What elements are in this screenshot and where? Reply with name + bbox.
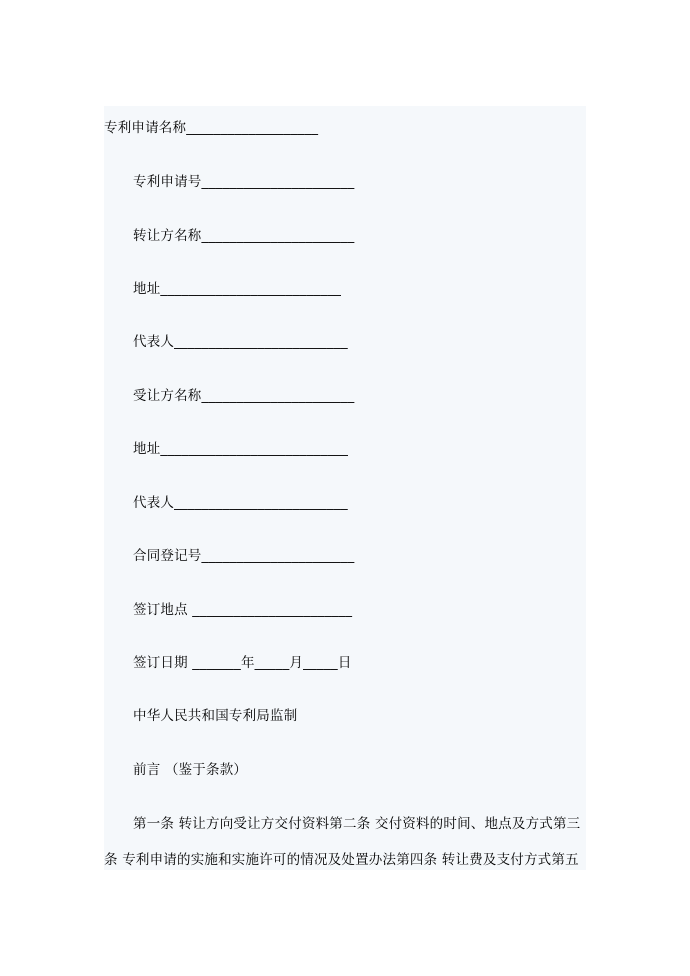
field-blank: ______________________: [201, 174, 355, 190]
field-signing-date: [133, 654, 352, 672]
field-blank: _______________________: [187, 602, 353, 618]
field-label: 代表人: [133, 495, 175, 511]
field-blank: ___________________________: [160, 441, 349, 457]
preface-line: 前言 （鉴于条款）: [133, 762, 248, 778]
field-label: 合同登记号: [133, 548, 202, 564]
field-blank: ______________________: [201, 228, 355, 244]
field-contract-registration-number: [133, 547, 354, 565]
field-blank: _________________________: [174, 334, 348, 350]
field-label: 转让方名称: [133, 228, 202, 244]
field-blank: ______________________: [201, 388, 355, 404]
field-label: 地址: [133, 441, 161, 457]
field-transferor-name: [133, 227, 354, 245]
field-label: 专利申请名称: [104, 120, 187, 136]
field-label: 代表人: [133, 334, 175, 350]
field-patent-application-number: [133, 173, 354, 191]
date-year-unit: 年: [240, 655, 255, 671]
date-label: 签订日期: [133, 655, 193, 671]
field-transferor-address: [133, 280, 341, 298]
date-year-blank: _______: [192, 655, 241, 671]
supervisor-line: 中华人民共和国专利局监制: [133, 708, 298, 724]
date-month-unit: 月: [289, 655, 304, 671]
field-blank: ______________________: [201, 548, 355, 564]
date-day-blank: _____: [303, 655, 338, 671]
field-transferor-representative: [133, 333, 348, 351]
field-transferee-address: [133, 440, 348, 458]
field-patent-application-name: [104, 119, 318, 137]
date-month-blank: _____: [254, 655, 290, 671]
date-day-unit: 日: [337, 655, 352, 671]
field-label: 受让方名称: [133, 388, 202, 404]
field-blank: _________________________: [174, 495, 348, 511]
field-blank: __________________________: [160, 281, 342, 297]
field-signing-place: [133, 601, 352, 619]
body-paragraph-line-1: 第一条 转让方向受让方交付资料第二条 交付资料的时间、地点及方式第三: [133, 816, 581, 832]
text-highlight-area: [104, 106, 586, 870]
field-label: 专利申请号: [133, 174, 202, 190]
field-label: 签订地点: [133, 602, 188, 618]
body-paragraph-line-2: 条 专利申请的实施和实施许可的情况及处置办法第四条 转让费及支付方式第五: [104, 852, 579, 868]
field-transferee-name: [133, 387, 354, 405]
field-transferee-representative: [133, 494, 348, 512]
field-blank: ___________________: [186, 120, 319, 136]
field-label: 地址: [133, 281, 161, 297]
